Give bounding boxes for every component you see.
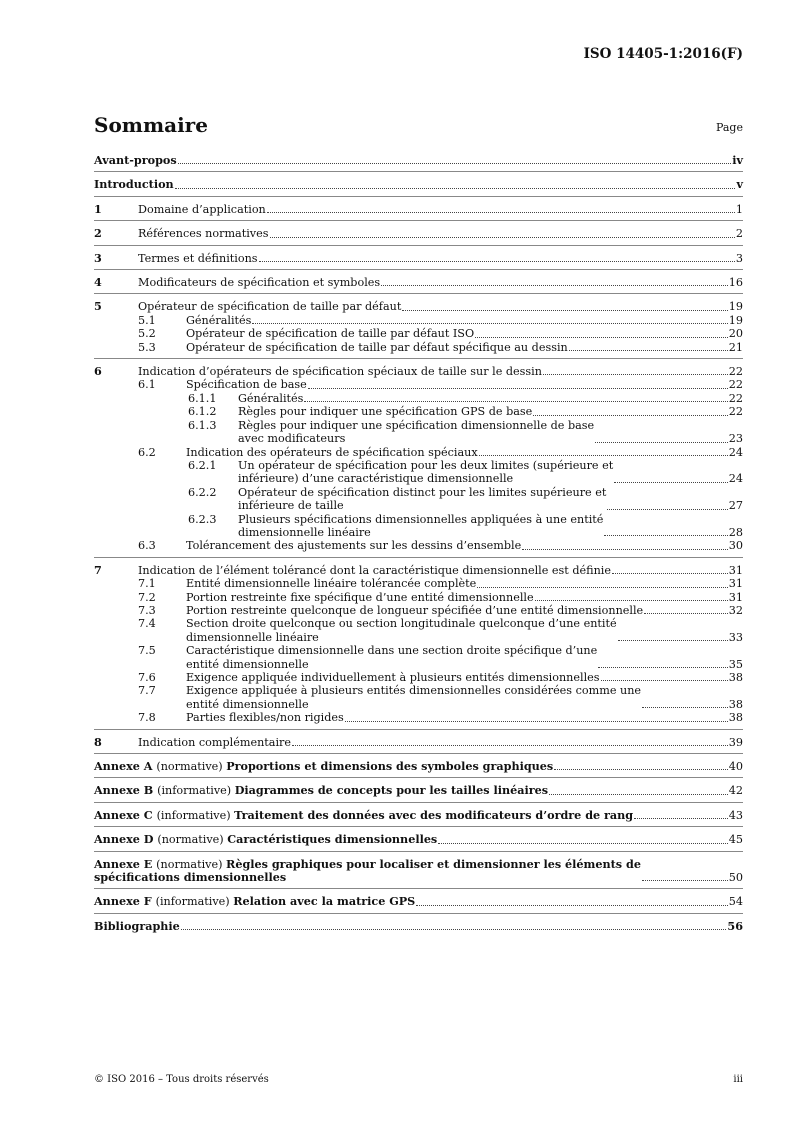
dot-leader [381,285,728,286]
toc-entry-title: Parties flexibles/non rigides [186,711,344,725]
dot-leader [259,261,735,262]
toc-entry-title: Indication d’opérateurs de spécification spéciaux de taille sur le dessin [138,365,542,379]
toc-entry-title [94,784,548,797]
toc-entry-title: Spécification de base [186,378,307,392]
annex-title: Proportions et dimensions des symboles graphiques [226,759,554,774]
toc-entry-page: 43 [728,808,743,822]
toc-entry-title: Indication des opérateurs de spécification spéciaux [186,445,478,459]
toc-entry[interactable] [94,341,743,354]
toc-entry-page: 31 [728,590,743,604]
dot-leader [533,415,727,416]
toc-entry-title: Bibliographie [94,918,180,933]
toc-entry-number: 6.3 [138,539,156,553]
toc-entry[interactable] [94,684,743,711]
dot-leader [618,640,728,641]
annex-prefix: Annexe B [94,783,158,798]
toc-entry[interactable] [94,405,743,418]
toc-entry-number: 7.7 [138,684,156,698]
dot-leader [543,374,728,375]
annex-title: Diagrammes de concepts pour les tailles linéaires [234,783,549,798]
toc-entry[interactable] [94,604,743,617]
toc-entry-page: 54 [728,895,743,909]
toc-entry-page: v [736,177,743,192]
dot-leader [479,455,728,456]
toc-entry-page: 1 [735,202,743,216]
toc-entry-page: 2 [735,227,743,241]
toc-entry[interactable] [94,729,743,749]
toc-entry-page: 3 [735,251,743,265]
toc-entry-number: 3 [94,250,102,265]
toc-entry-page: 19 [728,300,743,314]
toc-entry-title: Indication de l’élément tolérancé dont la caractéristique dimensionnelle est définie [138,563,611,577]
toc-entry-title: Termes et définitions [138,251,258,265]
dot-leader [477,587,727,588]
toc-entry-number: 7.1 [138,577,156,591]
toc-entry-title: Caractéristique dimensionnelle dans une section droite spécifique d’une entité dimensionnelle [186,644,598,671]
toc-entry[interactable] [94,802,743,822]
dot-leader [522,549,728,550]
toc-entry-page: 33 [728,630,743,644]
toc-entry-number: 6.2.3 [188,512,217,526]
toc-entry-page: 16 [728,276,743,290]
page-column-label: Page [715,121,743,134]
toc-entry[interactable] [94,358,743,378]
toc-entry-page: 45 [728,833,743,847]
toc-entry-page: 24 [728,472,743,486]
toc-entry-number: 7.8 [138,711,156,725]
toc-entry-page: 38 [728,671,743,684]
toc-entry[interactable] [94,196,743,216]
dot-leader [604,535,727,536]
toc-entry-number: 7.4 [138,617,156,631]
toc-entry-page: 31 [728,577,743,591]
toc-entry-page: 28 [728,525,743,539]
toc-entry[interactable] [94,777,743,797]
toc-entry-title [94,858,641,885]
toc-entry-title: Opérateur de spécification de taille par défaut [138,300,402,314]
toc-entry-number: 5.1 [138,313,156,327]
table-of-contents [94,154,743,933]
toc-entry-title: Entité dimensionnelle linéaire tolérancée complète [186,577,477,591]
toc-entry[interactable] [94,486,743,513]
toc-entry-number: 7 [94,562,102,577]
toc-entry-page: 27 [728,499,743,513]
dot-leader [644,613,728,614]
page-number: iii [733,1074,743,1085]
annex-title: Relation avec la matrice GPS [233,894,416,909]
toc-entry-title: Modificateurs de spécification et symboles [138,276,381,290]
toc-entry-page: 19 [728,313,743,327]
dot-leader [601,680,728,681]
toc-entry-title: Plusieurs spécifications dimensionnelles appliquées à une entité dimensionnelle linéaire [238,512,604,539]
toc-entry-page: 22 [728,365,743,379]
dot-leader [549,794,728,795]
toc-entry-title: Section droite quelconque ou section longitudinale quelconque d’une entité dimensionnelle linéaire [186,617,617,644]
copyright-footer: © ISO 2016 – Tous droits réservés [94,1074,269,1085]
toc-entry-number: 7.3 [138,603,156,617]
toc-entry[interactable] [94,913,743,933]
toc-entry[interactable] [94,753,743,773]
toc-entry-title: Opérateur de spécification de taille par défaut spécifique au dessin [186,340,568,354]
dot-leader [175,188,736,189]
toc-entry-page: 50 [728,871,743,885]
toc-entry-number: 8 [94,734,102,749]
toc-entry[interactable] [94,171,743,191]
dot-leader [475,337,728,338]
annex-prefix: Annexe D [94,832,158,847]
toc-entry[interactable] [94,220,743,240]
toc-entry-title [94,895,415,908]
toc-entry-page: 24 [728,445,743,459]
toc-entry[interactable] [94,711,743,724]
toc-entry[interactable] [94,459,743,486]
toc-entry-page: 32 [728,603,743,617]
toc-entry[interactable] [94,419,743,446]
toc-entry-number: 7.5 [138,644,156,658]
dot-leader [569,350,728,351]
toc-entry-title: Domaine d’application [138,202,266,216]
dot-leader [178,163,732,164]
dot-leader [270,237,735,238]
dot-leader [181,929,727,930]
toc-entry-title: Avant-propos [94,153,177,167]
toc-entry-title: Références normatives [138,227,269,241]
dot-leader [612,573,728,574]
dot-leader [345,721,728,722]
toc-entry-page: 38 [728,697,743,711]
toc-entry-page: 23 [728,432,743,446]
toc-entry-page: 21 [728,340,743,354]
toc-entry-title: Exigence appliquée individuellement à plusieurs entités dimensionnelles [186,671,600,684]
toc-entry-number: 6.1.1 [188,391,217,405]
toc-entry-page: 31 [728,563,743,577]
annex-title: Règles graphiques pour localiser et dimensionner les éléments de spécifications dimensionnelles [94,856,641,885]
toc-entry-number: 1 [94,201,102,216]
dot-leader [595,442,728,443]
toc-entry[interactable] [94,293,743,313]
dot-leader [308,388,728,389]
toc-entry-number: 6 [94,364,102,379]
toc-entry-title: Généralités [238,391,304,405]
dot-leader [252,323,727,324]
toc-entry-title: Règles pour indiquer une spécification GPS de base [238,405,533,419]
annex-title: Traitement des données avec des modificateurs d’ordre de rang [234,807,634,822]
toc-title: Sommaire [94,113,208,137]
dot-leader [614,482,728,483]
annex-prefix: Annexe A [94,759,157,774]
toc-entry-number: 5.3 [138,340,156,354]
toc-entry[interactable] [94,851,743,885]
annex-kind: (normative) [156,760,227,774]
toc-entry[interactable] [94,888,743,908]
toc-entry-number: 6.2 [138,445,156,459]
toc-entry[interactable] [94,644,743,671]
annex-kind: (normative) [157,833,228,847]
toc-entry-title: Introduction [94,177,174,192]
dot-leader [598,667,728,668]
toc-entry-page: iv [732,153,743,167]
toc-entry-title: Exigence appliquée à plusieurs entités dimensionnelles considérées comme une entité dimensionnelle [186,684,642,711]
toc-entry-title: Règles pour indiquer une spécification dimensionnelle de base avec modificateurs [238,418,595,446]
toc-entry-page: 20 [728,327,743,341]
dot-leader [304,401,727,402]
toc-entry[interactable] [94,671,743,684]
toc-entry[interactable] [94,513,743,540]
toc-entry[interactable] [94,314,743,327]
toc-entry-page: 38 [728,711,743,725]
toc-entry-number: 6.1.2 [188,405,217,419]
toc-entry-number: 5.2 [138,327,156,341]
toc-entry[interactable] [94,327,743,340]
toc-entry-number: 6.2.1 [188,458,217,472]
toc-entry-title: Portion restreinte quelconque de longueur spécifiée d’une entité dimensionnelle [186,603,644,617]
dot-leader [554,769,728,770]
dot-leader [438,843,728,844]
toc-entry-page: 39 [728,735,743,749]
toc-entry-number: 4 [94,275,102,290]
toc-entry-page: 42 [728,784,743,798]
toc-entry-page: 30 [728,539,743,553]
toc-entry-title: Un opérateur de spécification pour les deux limites (supérieure et inférieure) d’une caractéristique dimensionnelle [238,458,614,486]
toc-entry-title: Opérateur de spécification distinct pour les limites supérieure et inférieure de taille [238,485,607,513]
toc-entry-title: Tolérancement des ajustements sur les dessins d’ensemble [186,539,522,553]
document-id: ISO 14405-1:2016(F) [583,46,743,62]
toc-entry[interactable] [94,577,743,590]
toc-entry-page: 22 [728,378,743,392]
toc-entry-number: 6.1.3 [188,418,217,432]
dot-leader [634,818,728,819]
toc-entry-page: 22 [728,405,743,419]
dot-leader [642,880,728,881]
toc-entry-title [94,809,633,822]
toc-entry[interactable] [94,826,743,846]
dot-leader [416,905,728,906]
toc-entry-title: Indication complémentaire [138,735,291,749]
dot-leader [607,509,727,510]
toc-entry[interactable] [94,392,743,405]
annex-prefix: Annexe E [94,856,157,871]
toc-entry[interactable] [94,269,743,289]
toc-entry-number: 7.2 [138,590,156,604]
annex-kind: (informative) [156,808,235,822]
toc-entry[interactable] [94,446,743,459]
toc-entry-page: 35 [728,657,743,671]
dot-leader [642,707,728,708]
toc-entry-page: 56 [727,918,743,933]
toc-entry-title [94,833,437,846]
toc-entry-number: 6.1 [138,378,156,392]
dot-leader [267,212,735,213]
toc-entry[interactable] [94,591,743,604]
toc-entry[interactable] [94,617,743,644]
toc-entry[interactable] [94,557,743,577]
toc-entry[interactable] [94,245,743,265]
annex-prefix: Annexe C [94,807,157,822]
dot-leader [292,745,728,746]
annex-title: Caractéristiques dimensionnelles [227,832,438,847]
toc-entry-number: 2 [94,226,102,241]
toc-entry-number: 7.6 [138,671,156,684]
toc-entry-page: 40 [728,760,743,774]
toc-entry-title [94,760,553,773]
toc-entry-title: Portion restreinte fixe spécifique d’une entité dimensionnelle [186,590,534,604]
dot-leader [402,310,727,311]
toc-entry-title: Opérateur de spécification de taille par défaut ISO [186,327,475,341]
annex-prefix: Annexe F [94,894,156,909]
toc-entry-title: Généralités [186,313,252,327]
toc-entry[interactable] [94,154,743,167]
toc-entry[interactable] [94,539,743,552]
dot-leader [535,600,728,601]
annex-kind: (informative) [155,895,234,909]
toc-entry-number: 6.2.2 [188,485,217,499]
toc-entry-number: 5 [94,299,102,314]
annex-kind: (normative) [156,857,227,871]
annex-kind: (informative) [157,784,235,798]
toc-entry[interactable] [94,378,743,391]
toc-entry-page: 22 [728,391,743,405]
